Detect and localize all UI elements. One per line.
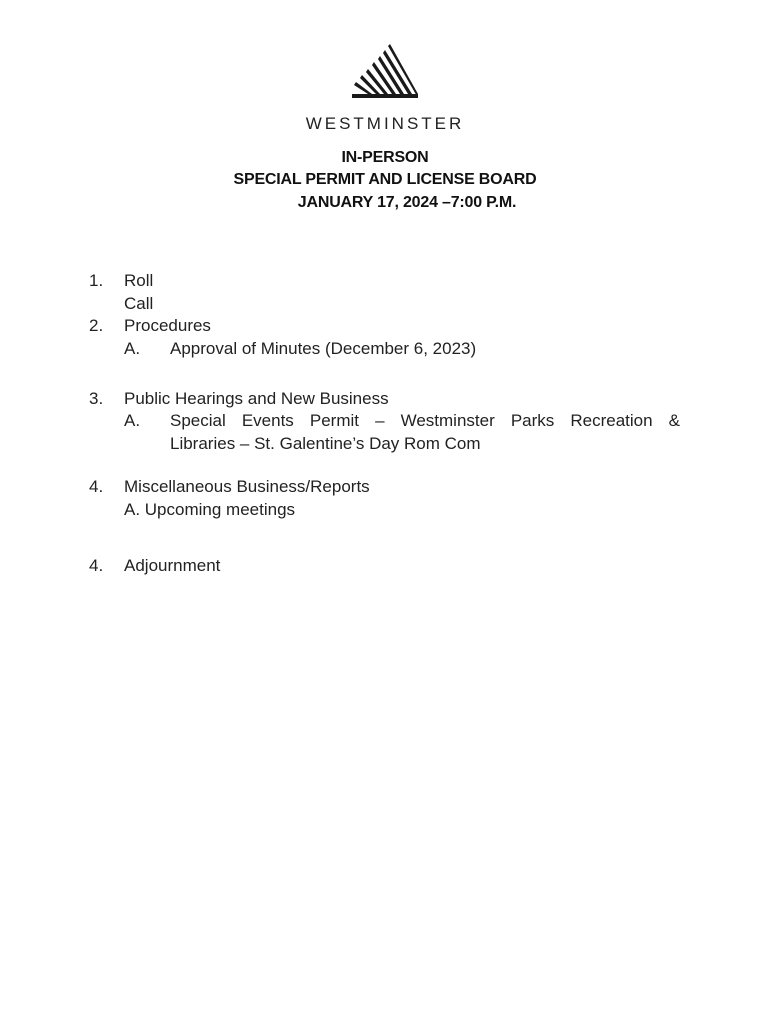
agenda-item-label: Roll Call [124,271,154,313]
agenda-item-label: Procedures [124,316,211,335]
agenda-item-label: Adjournment [124,556,221,575]
subitem-text-line2: Libraries – St. Galentine’s Day Rom Com [170,434,481,453]
subitem-text: Approval of Minutes (December 6, 2023) [170,339,477,358]
subitem-text: A. Upcoming meetings [124,500,296,519]
brand-name: WESTMINSTER [305,114,465,133]
meeting-format: IN-PERSON [341,149,429,166]
westminster-mountain-logo-icon [352,44,418,102]
agenda-item-label: Miscellaneous Business/Reports [124,477,370,496]
agenda-item-number: 4. [89,556,104,575]
board-title: SPECIAL PERMIT AND LICENSE BOARD [233,171,537,188]
subitem-letter: A. [124,411,141,430]
agenda-item-number: 2. [89,316,104,335]
subitem-text-line1: Special Events Permit – Westminster Parks Recreation & [170,411,680,430]
agenda-item-number: 3. [89,389,104,408]
meeting-date-time: JANUARY 17, 2024 –7:00 P.M. [297,194,517,211]
agenda-item-label: Public Hearings and New Business [124,389,389,408]
agenda-item-number: 4. [89,477,104,496]
agenda-item-number: 1. [89,271,104,290]
subitem-letter: A. [124,339,141,358]
